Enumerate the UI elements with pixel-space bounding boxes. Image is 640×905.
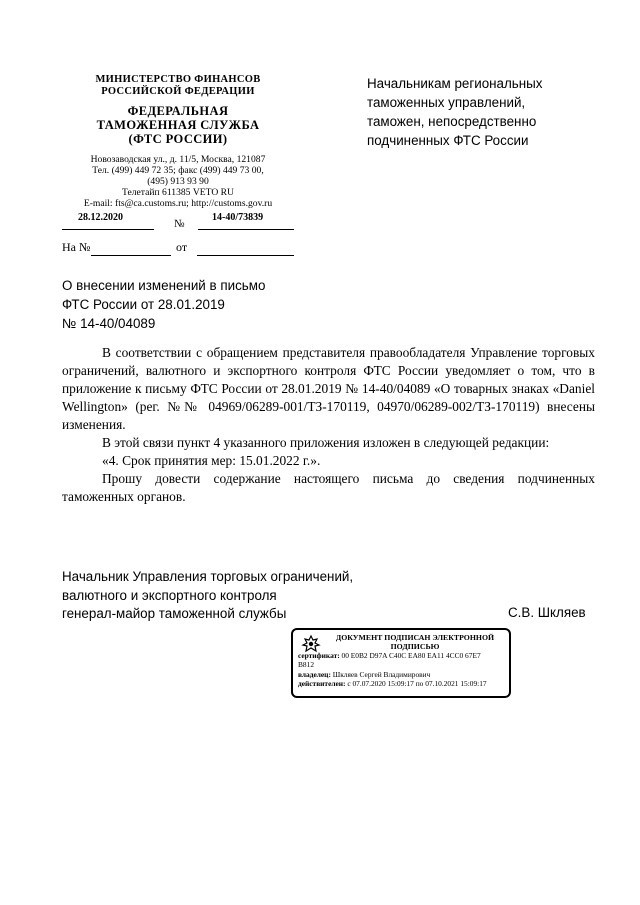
validity-label: действителен: <box>298 678 346 688</box>
address: Новозаводская ул., д. 11/5, Москва, 121087 <box>90 154 266 165</box>
body-paragraph-3: «4. Срок принятия мер: 15.01.2022 г.». <box>102 453 321 468</box>
phone-2: (495) 913 93 90 <box>147 176 209 187</box>
addressee-line-3: таможен, непосредственно <box>367 114 537 129</box>
e-signature-stamp <box>291 628 511 698</box>
emblem-icon <box>301 634 321 654</box>
certificate-label: сертификат: <box>298 651 340 660</box>
service-name-line-2: ТАМОЖЕННАЯ СЛУЖБА <box>96 118 260 132</box>
service-name-line-1: ФЕДЕРАЛЬНАЯ <box>127 104 229 118</box>
registration-date: 28.12.2020 <box>78 212 123 223</box>
letter-body <box>62 344 595 506</box>
date-underline <box>62 229 154 230</box>
subject-line-3: № 14-40/04089 <box>62 316 156 331</box>
number-underline <box>198 229 294 230</box>
ministry-name-line-1: МИНИСТЕРСТВО ФИНАНСОВ <box>95 74 261 85</box>
reference-row <box>62 240 294 260</box>
number-sign: № <box>174 218 185 230</box>
certificate-value: 00 E0B2 D97A C40C EA80 EA11 4CC0 67E7 <box>341 651 481 660</box>
subject <box>62 276 265 333</box>
signatory-position <box>62 568 353 624</box>
stamp-title-1: ДОКУМЕНТ ПОДПИСАН ЭЛЕКТРОННОЙ <box>335 633 495 642</box>
position-line-2: валютного и экспортного контроля <box>62 587 277 603</box>
letterhead <box>58 74 298 209</box>
stamp-certificate <box>298 651 504 660</box>
reference-from-label: от <box>176 240 188 254</box>
body-paragraph-1: В соответствии с обращением представителя правообладателя Управление торговых ограничений, валютного и экспортного контроля ФТС России уведомляет о том, что в приложение к письму ФТС России от 28.01.2019 № 14-40/04089 «О товарных знаках «Daniel Wellington» (рег. №№ 04969/06289-001/ТЗ-170119, 04970/06289-002/ТЗ-170119) внесены изменения. <box>62 345 595 432</box>
certificate-value-2: B812 <box>298 660 315 670</box>
service-name-line-3: (ФТС РОССИИ) <box>128 132 228 146</box>
validity-value: с 07.07.2020 15:09:17 по 07.10.2021 15:09:17 <box>347 678 487 688</box>
reference-label: На № <box>62 240 91 254</box>
position-line-3: генерал-майор таможенной службы <box>62 606 287 621</box>
stamp-owner <box>298 670 504 679</box>
teletype: Телетайп 611385 VETO RU <box>122 187 234 198</box>
owner-label: владелец: <box>298 669 331 679</box>
ministry-name-line-2: РОССИЙСКОЙ ФЕДЕРАЦИИ <box>101 86 255 97</box>
reference-date-line <box>197 255 294 256</box>
body-paragraph-4: Прошу довести содержание настоящего письма до сведения подчиненных таможенных органов. <box>62 471 595 504</box>
owner-value: Шкляев Сергей Владимирович <box>332 669 431 679</box>
phone: Тел. (499) 449 72 35; факс (499) 449 73 00, <box>92 165 264 176</box>
addressee-line-4: подчиненных ФТС России <box>367 133 529 148</box>
subject-line-2: ФТС России от 28.01.2019 <box>62 297 225 312</box>
position-line-1: Начальник Управления торговых ограничений, <box>62 569 354 584</box>
reference-number-line <box>91 255 171 256</box>
addressee-line-2: таможенных управлений, <box>367 95 526 110</box>
email: E-mail: fts@ca.customs.ru; http://customs.gov.ru <box>83 198 273 209</box>
body-paragraph-2: В этой связи пункт 4 указанного приложения изложен в следующей редакции: <box>102 435 550 450</box>
subject-line-1: О внесении изменений в письмо <box>62 278 266 293</box>
stamp-validity <box>298 679 504 688</box>
stamp-title-2: ПОДПИСЬЮ <box>390 642 440 651</box>
registration-number: 14-40/73839 <box>212 212 264 223</box>
signatory-name: С.В. Шкляев <box>508 605 586 620</box>
registration-row <box>62 212 294 232</box>
addressee-line-1: Начальникам региональных <box>367 76 543 91</box>
addressee <box>367 74 543 150</box>
